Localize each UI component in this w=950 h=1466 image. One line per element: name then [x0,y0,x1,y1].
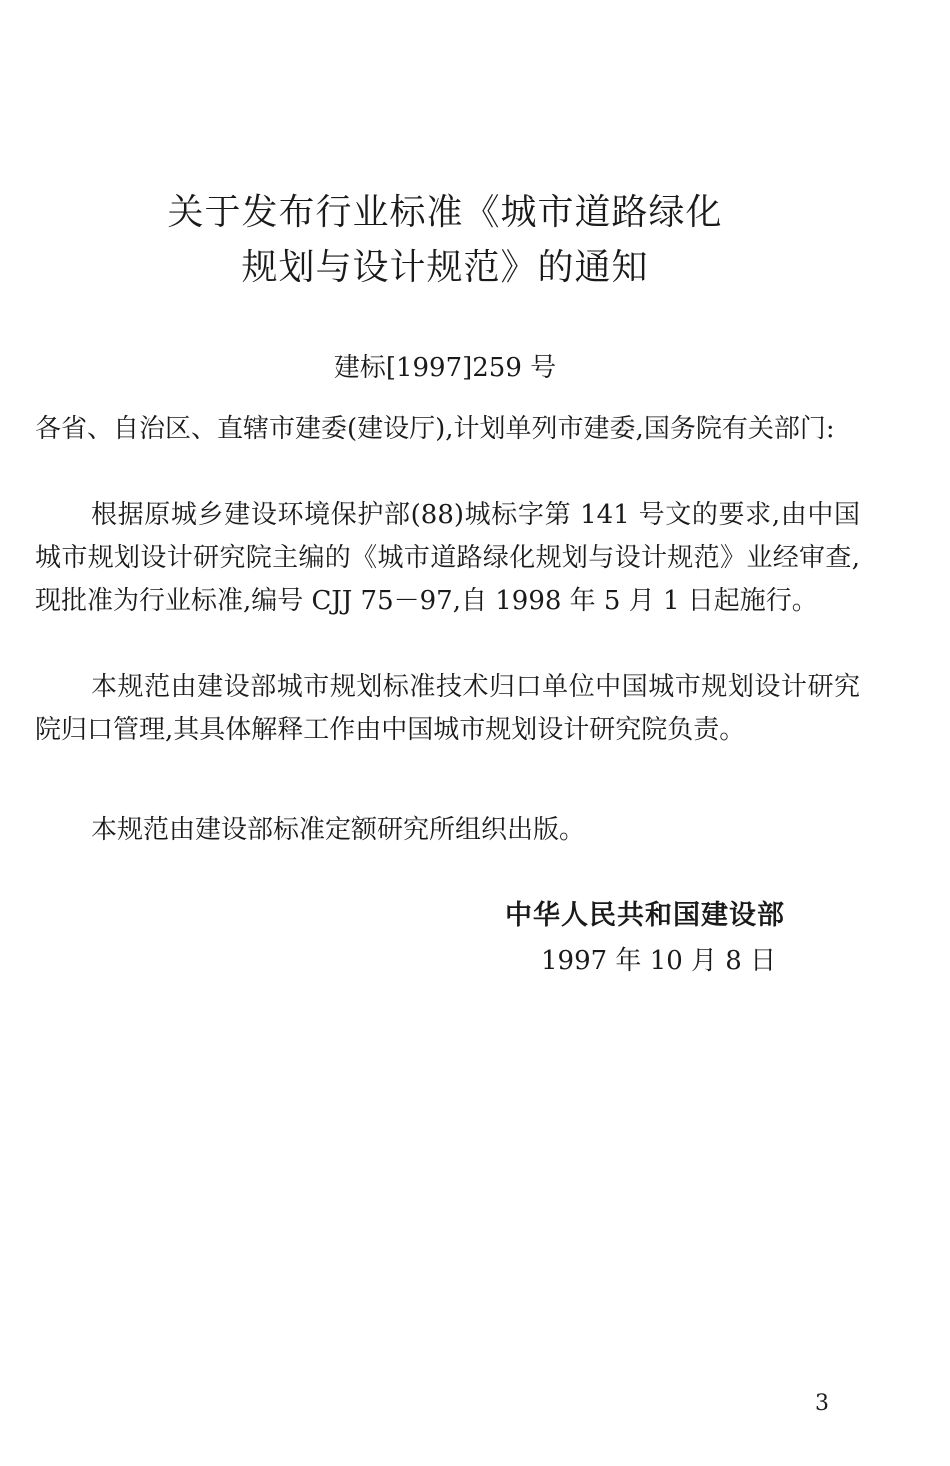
body-paragraph-1: 根据原城乡建设环境保护部(88)城标字第 141 号文的要求,由中国城市规划设计研究院主编的《城市道路绿化规划与设计规范》业经审查,现批准为行业标准,编号 CJJ 75－97,自 1998 年 5 月 1 日起施行。 [35,500,860,616]
page-number: 3 [815,1391,829,1416]
body-paragraph-2: 本规范由建设部城市规划标准技术归口单位中国城市规划设计研究院归口管理,其具体解释工作由中国城市规划设计研究院负责。 [35,672,860,745]
body-paragraph-3: 本规范由建设部标准定额研究所组织出版。 [91,815,586,845]
issue-date: 1997 年 10 月 8 日 [541,946,777,976]
document-title-line-1: 关于发布行业标准《城市道路绿化 [167,192,723,233]
addressee: 各省、自治区、直辖市建委(建设厅),计划单列市建委,国务院有关部门: [35,414,835,444]
document-title-line-2: 规划与设计规范》的通知 [241,247,649,288]
issuing-authority: 中华人民共和国建设部 [505,900,785,931]
document-number: 建标[1997]259 号 [333,353,557,383]
